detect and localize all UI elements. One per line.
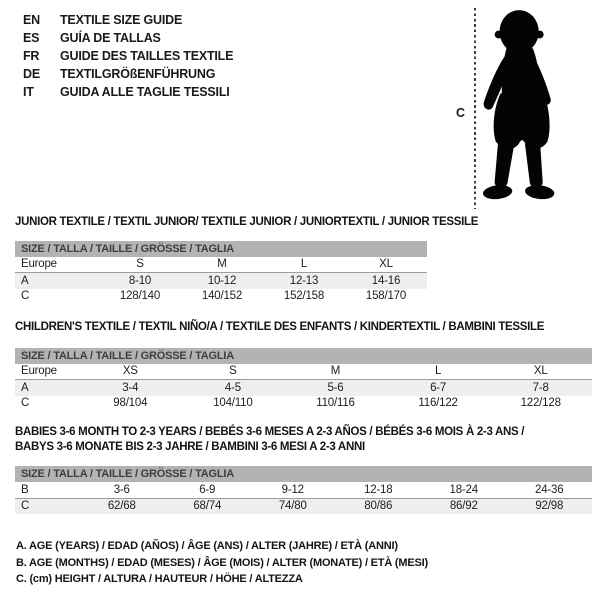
table-row (15, 396, 592, 412)
language-code: DE (23, 67, 40, 81)
language-row (23, 65, 233, 83)
table-cell: 7-8 (489, 380, 592, 396)
table-row (15, 289, 427, 305)
table-row (15, 364, 592, 380)
table-cell: 8-10 (99, 273, 181, 289)
language-row (23, 83, 233, 101)
legend-line-c: C. (cm) HEIGHT / ALTURA / HAUTEUR / HÖHE / ALTEZZA (16, 573, 303, 585)
section-title: CHILDREN'S TEXTILE / TEXTIL NIÑO/A / TEXTILE DES ENFANTS / KINDERTEXTIL / BAMBINI TESSILE (15, 321, 545, 333)
table-cell: 86/92 (421, 498, 507, 514)
table-cell: 68/74 (165, 498, 251, 514)
table-cell: S (136, 258, 144, 271)
table-cell: 74/80 (250, 498, 336, 514)
table-cell: 12-18 (364, 483, 393, 496)
table-cell: 18-24 (449, 483, 478, 496)
table-cell: 140/152 (201, 290, 243, 303)
language-label: GUIDE DES TAILLES TEXTILE (60, 49, 234, 63)
table-cell: 5-6 (284, 380, 387, 396)
table-cell: XL (379, 258, 393, 271)
table-cell: 10-12 (181, 273, 263, 289)
table-cell: C (15, 498, 79, 514)
section-title: JUNIOR TEXTILE / TEXTIL JUNIOR/ TEXTILE JUNIOR / JUNIORTEXTIL / JUNIOR TESSILE (15, 216, 479, 228)
table-cell: 110/116 (316, 397, 355, 410)
section-junior-textile (15, 215, 479, 304)
babies-size-table (15, 482, 592, 514)
section-title-line2: BABYS 3-6 MONATE BIS 2-3 JAHRE / BAMBINI 3-6 MESI A 2-3 ANNI (15, 440, 365, 453)
table-cell: XS (122, 365, 138, 378)
table-cell: Europe (21, 258, 57, 271)
table-row (15, 257, 427, 273)
table-cell: 158/170 (365, 290, 407, 303)
table-cell: C (21, 290, 30, 303)
table-cell: A (15, 380, 79, 396)
table-cell: C (21, 397, 30, 410)
table-cell: XL (533, 365, 548, 378)
table-cell: 24-36 (535, 483, 564, 496)
table-cell: 3-6 (113, 483, 130, 496)
language-label: GUIDA ALLE TAGLIE TESSILI (60, 85, 230, 99)
legend-line-a: A. AGE (YEARS) / EDAD (AÑOS) / ÂGE (ANS) / ALTER (JAHRE) / ETÀ (ANNI) (16, 540, 398, 552)
table-cell: 3-4 (79, 380, 182, 396)
table-cell: 116/122 (418, 397, 458, 410)
size-header-band: SIZE / TALLA / TAILLE / GRÖSSE / TAGLIA (15, 466, 592, 482)
language-label: GUÍA DE TALLAS (60, 31, 161, 45)
table-cell: Europe (21, 365, 57, 378)
table-cell: 104/110 (213, 397, 253, 410)
size-header-band: SIZE / TALLA / TAILLE / GRÖSSE / TAGLIA (15, 241, 427, 257)
table-cell: 6-9 (199, 483, 216, 496)
baby-silhouette-image (479, 7, 573, 207)
height-measure-label: C (456, 106, 466, 120)
table-cell: 9-12 (281, 483, 304, 496)
table-cell: 6-7 (387, 380, 490, 396)
table-cell: M (330, 365, 341, 378)
table-row (15, 273, 427, 289)
language-label: TEXTILE SIZE GUIDE (60, 13, 183, 27)
language-row (23, 29, 233, 47)
section-title: BABIES 3-6 MONTH TO 2-3 YEARS / BEBÉS 3-6 MESES A 2-3 AÑOS / BÉBÉS 3-6 MOIS À 2-3 ANS / (15, 426, 525, 438)
language-code: FR (23, 49, 40, 63)
table-cell: 80/86 (336, 498, 422, 514)
language-code: IT (23, 85, 34, 99)
table-cell: B (21, 483, 29, 496)
language-list (23, 11, 233, 101)
junior-size-table (15, 257, 427, 305)
language-code: EN (23, 13, 40, 27)
table-row (15, 482, 592, 498)
table-cell: 4-5 (182, 380, 285, 396)
table-cell: 92/98 (507, 498, 593, 514)
table-cell: L (300, 258, 308, 271)
section-children-textile (15, 320, 592, 411)
language-label: TEXTILGRÖßENFÜHRUNG (60, 67, 216, 81)
table-cell: 128/140 (119, 290, 161, 303)
children-size-table (15, 364, 592, 412)
language-row (23, 47, 233, 65)
section-babies-textile (15, 425, 592, 514)
table-cell: 122/128 (520, 397, 561, 410)
height-measure-dotted-line (474, 8, 476, 209)
size-header-band: SIZE / TALLA / TAILLE / GRÖSSE / TAGLIA (15, 348, 592, 364)
table-cell: S (229, 365, 237, 378)
table-cell: L (434, 365, 442, 378)
table-cell: A (15, 273, 99, 289)
table-cell: 14-16 (345, 273, 427, 289)
legend-line-b: B. AGE (MONTHS) / EDAD (MESES) / ÂGE (MOIS) / ALTER (MONATE) / ETÀ (MESI) (16, 556, 428, 569)
measurement-legend (16, 538, 428, 588)
table-cell: 12-13 (263, 273, 345, 289)
table-row (15, 498, 592, 514)
language-row (23, 11, 233, 29)
table-cell: 98/104 (113, 397, 148, 410)
table-cell: M (217, 258, 227, 271)
table-row (15, 380, 592, 396)
table-cell: 62/68 (79, 498, 165, 514)
language-code: ES (23, 31, 40, 45)
table-cell: 152/158 (283, 290, 325, 303)
